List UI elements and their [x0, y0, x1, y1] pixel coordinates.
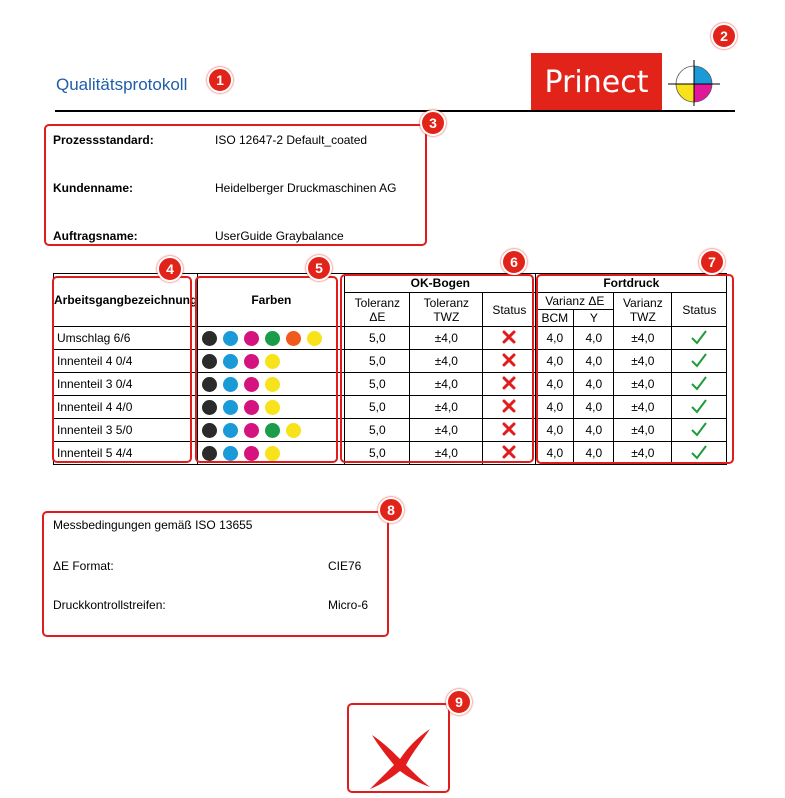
- header-divider: [55, 110, 735, 112]
- col-farben-header: Farben: [198, 274, 345, 327]
- bcm-cell: 4,0: [536, 350, 574, 373]
- y-header: Y: [574, 310, 614, 327]
- prozessstandard-value: ISO 12647-2 Default_coated: [215, 133, 368, 147]
- auftragsname-label: Auftragsname:: [53, 229, 138, 243]
- badge-7: 7: [699, 249, 725, 275]
- kundenname-label: Kundenname:: [53, 181, 134, 195]
- farben-highlight: [195, 276, 338, 463]
- badge-1: 1: [207, 67, 233, 93]
- badge-2: 2: [711, 23, 737, 49]
- arbeitsgang-highlight: [52, 276, 192, 463]
- ok-bogen-highlight: [340, 274, 534, 463]
- y-cell: 4,0: [574, 396, 614, 419]
- bcm-cell: 4,0: [536, 373, 574, 396]
- varianz-twz-cell: ±4,0: [614, 327, 672, 350]
- ok-toleranz-de-cell: 5,0: [345, 373, 410, 396]
- ok-toleranz-twz-header: Toleranz TWZ: [410, 293, 483, 327]
- varianz-twz-cell: ±4,0: [614, 350, 672, 373]
- fortdruck-header: Fortdruck: [536, 274, 727, 293]
- arbeitsgang-cell: Innenteil 4 0/4: [54, 350, 198, 373]
- varianz-twz-cell: ±4,0: [614, 442, 672, 465]
- y-cell: 4,0: [574, 327, 614, 350]
- fortdruck-highlight: [536, 274, 734, 464]
- ok-toleranz-twz-cell: ±4,0: [410, 442, 483, 465]
- arbeitsgang-cell: Innenteil 3 5/0: [54, 419, 198, 442]
- badge-3: 3: [420, 110, 446, 136]
- fail-x-icon: [364, 725, 434, 791]
- measurement-heading: Messbedingungen gemäß ISO 13655: [53, 518, 253, 532]
- ok-toleranz-de-cell: 5,0: [345, 419, 410, 442]
- arbeitsgang-cell: Innenteil 5 4/4: [54, 442, 198, 465]
- fd-status-header: Status: [672, 293, 727, 327]
- bcm-header: BCM: [536, 310, 574, 327]
- arbeitsgang-cell: Innenteil 3 0/4: [54, 373, 198, 396]
- varianz-twz-cell: ±4,0: [614, 419, 672, 442]
- registration-mark-icon: [666, 58, 722, 108]
- varianz-twz-cell: ±4,0: [614, 373, 672, 396]
- prinect-logo: Prinect: [531, 53, 662, 111]
- ok-toleranz-de-cell: 5,0: [345, 327, 410, 350]
- varianz-twz-header: Varianz TWZ: [614, 293, 672, 327]
- y-cell: 4,0: [574, 419, 614, 442]
- y-cell: 4,0: [574, 442, 614, 465]
- bcm-cell: 4,0: [536, 442, 574, 465]
- ok-toleranz-de-header: Toleranz ΔE: [345, 293, 410, 327]
- page-title: Qualitätsprotokoll: [56, 75, 188, 94]
- badge-9: 9: [446, 689, 472, 715]
- ok-bogen-header: OK-Bogen: [345, 274, 536, 293]
- varianz-twz-cell: ±4,0: [614, 396, 672, 419]
- kundenname-value: Heidelberger Druckmaschinen AG: [215, 181, 397, 195]
- ok-toleranz-twz-cell: ±4,0: [410, 373, 483, 396]
- arbeitsgang-cell: Innenteil 4 4/0: [54, 396, 198, 419]
- ok-toleranz-twz-cell: ±4,0: [410, 327, 483, 350]
- bcm-cell: 4,0: [536, 396, 574, 419]
- bcm-cell: 4,0: [536, 419, 574, 442]
- badge-4: 4: [157, 256, 183, 282]
- ok-toleranz-twz-cell: ±4,0: [410, 396, 483, 419]
- bcm-cell: 4,0: [536, 327, 574, 350]
- prozessstandard-label: Prozessstandard:: [53, 133, 154, 147]
- strip-label: Druckkontrollstreifen:: [53, 598, 166, 612]
- y-cell: 4,0: [574, 350, 614, 373]
- ok-status-header: Status: [483, 293, 536, 327]
- ok-toleranz-twz-cell: ±4,0: [410, 419, 483, 442]
- ok-toleranz-de-cell: 5,0: [345, 442, 410, 465]
- badge-8: 8: [378, 497, 404, 523]
- strip-value: Micro-6: [328, 598, 369, 612]
- y-cell: 4,0: [574, 373, 614, 396]
- auftragsname-value: UserGuide Graybalance: [215, 229, 344, 243]
- varianz-de-header: Varianz ΔE: [536, 293, 614, 310]
- badge-5: 5: [306, 255, 332, 281]
- arbeitsgang-cell: Umschlag 6/6: [54, 327, 198, 350]
- ok-toleranz-de-cell: 5,0: [345, 350, 410, 373]
- de-format-label: ΔE Format:: [53, 559, 114, 573]
- de-format-value: CIE76: [328, 559, 362, 573]
- ok-toleranz-de-cell: 5,0: [345, 396, 410, 419]
- ok-toleranz-twz-cell: ±4,0: [410, 350, 483, 373]
- col-arbeitsgang-header: Arbeitsgangbezeichnung: [54, 274, 198, 327]
- badge-6: 6: [501, 249, 527, 275]
